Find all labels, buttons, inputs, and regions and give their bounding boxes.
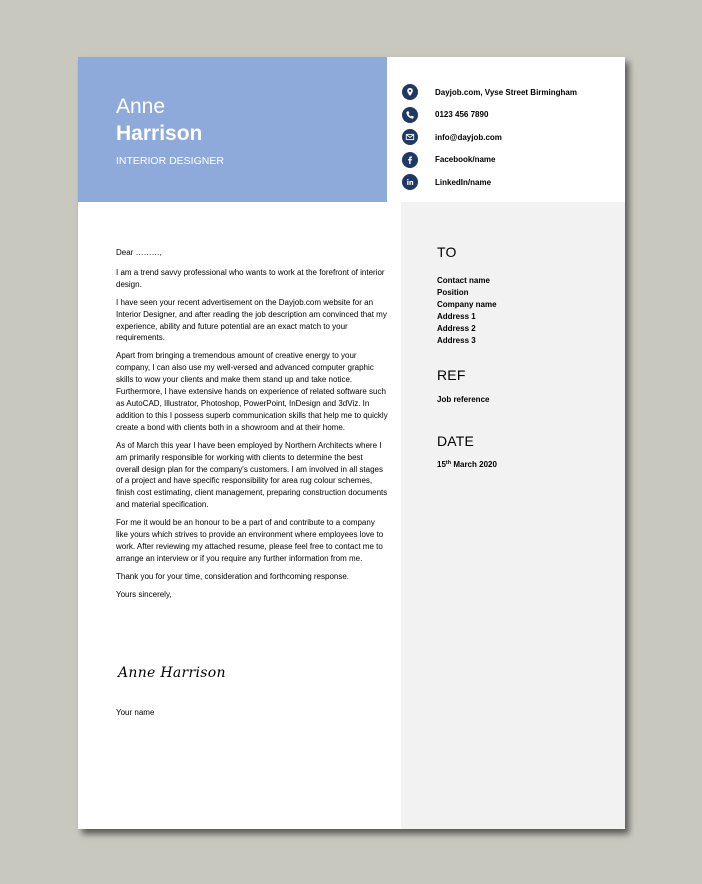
last-name: Harrison (116, 122, 203, 145)
contact-phone (402, 107, 577, 123)
salutation: Dear ………, (116, 248, 162, 257)
date-value (437, 460, 497, 469)
date-suffix: th (445, 460, 452, 466)
date-day: 15 (437, 460, 446, 469)
date-month-year: March 2020 (451, 460, 497, 469)
date-heading: DATE (437, 433, 475, 449)
first-name: Anne (116, 95, 166, 118)
contact-address (402, 84, 577, 100)
to-address-block (437, 275, 497, 347)
to-address-1: Address 1 (437, 312, 476, 321)
to-address-2: Address 2 (437, 324, 476, 333)
phone-icon (402, 107, 418, 123)
letter-paragraph-2: I have seen your recent advertisement on the Dayjob.com website for an Interior Designer, and after reading the job description am convinced that my experience, ability and future potential are an exact match to your requirements. (116, 297, 387, 343)
name-banner (78, 57, 387, 202)
ref-value: Job reference (437, 395, 490, 404)
closing: Yours sincerely, (116, 589, 172, 599)
contact-list (402, 84, 577, 197)
contact-linkedin[interactable] (402, 174, 577, 190)
letter-paragraph-5: For me it would be an honour to be a part of and contribute to a company like yours which strives to provide an environment where employees love to work. After reviewing my attached resume, please feel free to contact me to arrange an interview or if you require any further information from me. (116, 518, 384, 563)
signature: Anne Harrison (118, 665, 226, 681)
to-contact-name: Contact name (437, 276, 490, 285)
contact-linkedin-text[interactable]: LinkedIn/name (435, 177, 492, 187)
contact-facebook[interactable] (402, 152, 577, 168)
job-title: INTERIOR DESIGNER (116, 155, 224, 167)
to-position: Position (437, 288, 469, 297)
letter-paragraph-3: Apart from bringing a tremendous amount of creative energy to your company, I can also use my well-versed and advanced computer graphic skills to wow your clients and make them stand up and take notice. Furthermore, I have extensive hands on experience of related software such as AutoCAD, Illustrator, Photoshop, PowerPoint, InDesign and 3dViz. In addition to this I possess superb communication skills that help me to quickly create a bond with clients both in a showroom and at their home. (116, 351, 388, 432)
contact-phone-text: 0123 456 7890 (435, 110, 489, 119)
letter-paragraph-4: As of March this year I have been employed by Northern Architects where I am primarily responsible for working with clients to determine the best overall design plan for the company's customers. I am involved in all stages of a project and have specific responsibility for area rug colour schemes, finish cost estimating, client management, preparing construction documents and material specification. (116, 440, 388, 510)
letter-paragraph-6: Thank you for your time, consideration and forthcoming response. (116, 571, 350, 581)
to-address-3: Address 3 (437, 336, 476, 345)
linkedin-icon (402, 174, 418, 190)
ref-heading: REF (437, 367, 466, 383)
contact-email-text[interactable]: info@dayjob.com (435, 132, 502, 142)
contact-address-text: Dayjob.com, Vyse Street Birmingham (435, 87, 577, 97)
sidebar-panel (401, 202, 625, 829)
to-company-name: Company name (437, 300, 497, 309)
contact-facebook-text[interactable]: Facebook/name (435, 155, 496, 164)
letter-page (78, 57, 625, 829)
contact-email[interactable] (402, 129, 577, 145)
letter-paragraph-1: I am a trend savvy professional who wants to work at the forefront of interior design. (116, 267, 385, 289)
location-pin-icon (402, 84, 418, 100)
letter-body (116, 247, 388, 607)
email-icon (402, 129, 418, 145)
to-heading: TO (437, 244, 457, 260)
your-name: Your name (116, 708, 155, 717)
facebook-icon (402, 152, 418, 168)
